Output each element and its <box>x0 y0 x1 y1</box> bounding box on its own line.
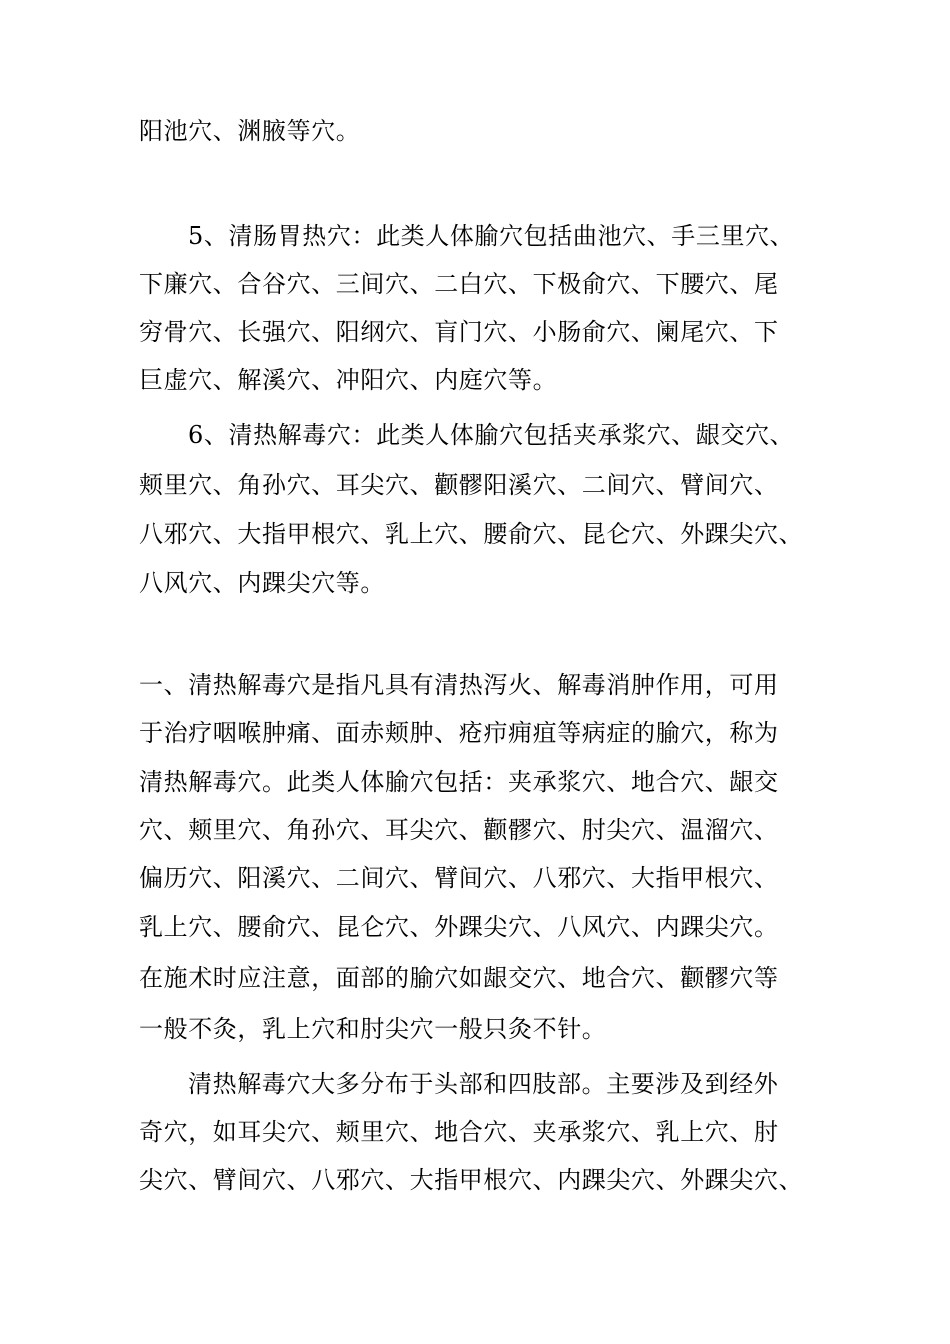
text-line: 尖穴、臂间穴、八邪穴、大指甲根穴、内踝尖穴、外踝尖穴、 <box>139 1166 804 1194</box>
text-line: 穷骨穴、长强穴、阳纲穴、肓门穴、小肠俞穴、阑尾穴、下 <box>139 318 779 346</box>
section-1-heading-line: 一、清热解毒穴是指凡具有清热泻火、解毒消肿作用，可用 <box>139 671 779 699</box>
text-line: 在施术时应注意，面部的腧穴如龈交穴、地合穴、颧髎穴等 <box>139 964 779 992</box>
section-6-heading-line: 6、清热解毒穴：此类人体腧穴包括夹承浆穴、龈交穴、 <box>188 421 795 449</box>
text-line: 阳池穴、渊腋等穴。 <box>139 117 361 145</box>
text-line: 乳上穴、腰俞穴、昆仑穴、外踝尖穴、八风穴、内踝尖穴。 <box>139 913 779 941</box>
text-line: 清热解毒穴。此类人体腧穴包括：夹承浆穴、地合穴、龈交 <box>139 768 779 796</box>
text-line: 巨虚穴、解溪穴、冲阳穴、内庭穴等。 <box>139 366 558 394</box>
text-line: 八风穴、内踝尖穴等。 <box>139 569 385 597</box>
text-line: 八邪穴、大指甲根穴、乳上穴、腰俞穴、昆仑穴、外踝尖穴、 <box>139 520 804 548</box>
text-line: 颊里穴、角孙穴、耳尖穴、颧髎阳溪穴、二间穴、臂间穴、 <box>139 471 779 499</box>
text-line: 下廉穴、合谷穴、三间穴、二白穴、下极俞穴、下腰穴、尾 <box>139 270 779 298</box>
text-line: 于治疗咽喉肿痛、面赤颊肿、疮疖痈疽等病症的腧穴，称为 <box>139 719 779 747</box>
text-line: 偏历穴、阳溪穴、二间穴、臂间穴、八邪穴、大指甲根穴、 <box>139 864 779 892</box>
text-line: 穴、颊里穴、角孙穴、耳尖穴、颧髎穴、肘尖穴、温溜穴、 <box>139 816 779 844</box>
text-line: 奇穴，如耳尖穴、颊里穴、地合穴、夹承浆穴、乳上穴、肘 <box>139 1118 779 1146</box>
text-line: 一般不灸，乳上穴和肘尖穴一般只灸不针。 <box>139 1015 607 1043</box>
paragraph-start-line: 清热解毒穴大多分布于头部和四肢部。主要涉及到经外 <box>188 1070 779 1098</box>
section-5-heading-line: 5、清肠胃热穴：此类人体腧穴包括曲池穴、手三里穴、 <box>188 222 795 250</box>
